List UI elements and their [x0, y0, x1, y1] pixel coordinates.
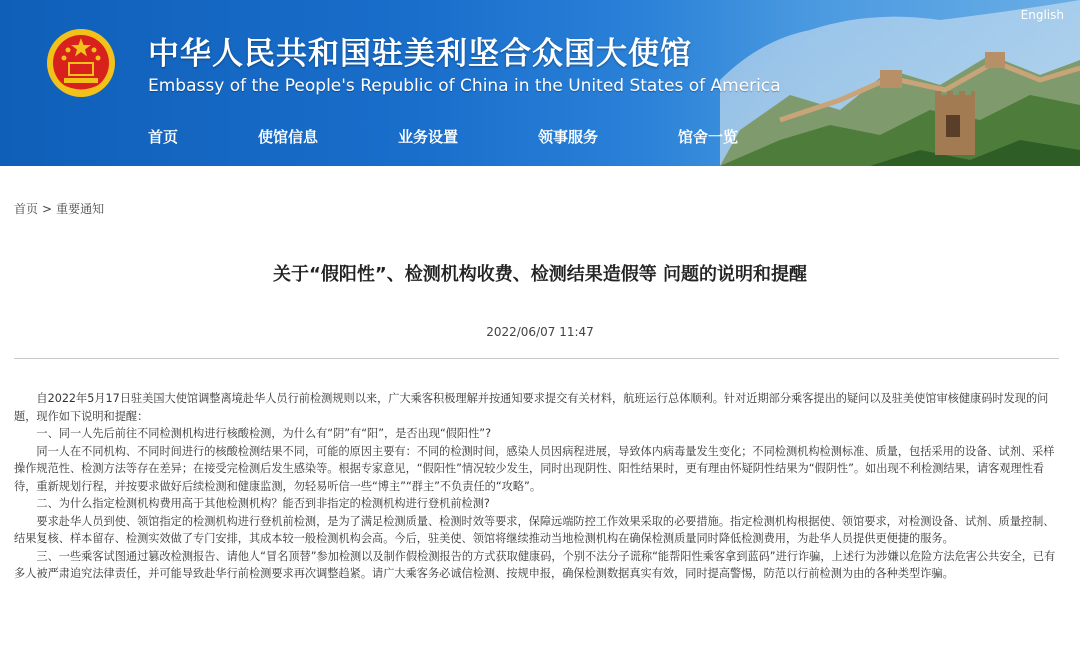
- breadcrumb-separator: >: [42, 202, 53, 216]
- article-body: [14, 390, 1064, 650]
- article-answer-2: 要求赴华人员到使、领馆指定的检测机构进行登机前检测，是为了满足检测质量、检测时效等要求，保障远端防控工作效果采取的必要措施。指定检测机构根据使、领馆要求，对检测设备、试剂、质量控制、结果复核、样本留存、检测实效做了专门安排，其成本较一般检测机构会高。今后，驻美使、领馆将继续推动当地检测机构在确保检测质量同时降低检测费用，为赴华人员提供更便捷的服务。: [14, 514, 1055, 545]
- article-title: 关于“假阳性”、检测机构收费、检测结果造假等 问题的说明和提醒: [273, 264, 807, 285]
- article-point-3: 三、一些乘客试图通过篡改检测报告、请他人“冒名顶替”参加检测以及制作假检测报告的方式获取健康码，个别不法分子谎称“能帮阳性乘客拿到蓝码”进行诈骗，上述行为涉嫌以危险方法危害公共安全，已有多人被严肃追究法律责任，并可能导致赴华行前检测要求再次调整趋紧。请广大乘客务必诚信检测、按规申报，确保检测数据真实有效，同时提高警惕，防范以行前检测为由的各种类型诈骗。: [14, 549, 1056, 580]
- national-emblem-icon: [44, 26, 118, 100]
- header-banner: [0, 0, 1080, 166]
- breadcrumb-home-link[interactable]: 首页: [14, 202, 39, 216]
- main-nav: [0, 126, 760, 152]
- site-title-chinese: 中华人民共和国驻美利坚合众国大使馆: [148, 36, 692, 72]
- article-question-1: 一、同一人先后前往不同检测机构进行核酸检测，为什么有“阴”有“阳”，是否出现“假阳性”?: [36, 427, 492, 440]
- breadcrumb: [14, 200, 104, 217]
- nav-item-premises[interactable]: 馆舍一览: [678, 128, 739, 146]
- article-answer-1: 同一人在不同机构、不同时间进行的核酸检测结果不同，可能的原因主要有：不同的检测时间，感染人员因病程进展，导致体内病毒量发生变化；不同检测机构检测标准、质量，包括采用的设备、试剂、采样操作规范性、检测方法等存在差异；在接受完检测后发生感染等。根据专家意见，“假阳性”情况较少发生，同时出现阴性、阳性结果时，更有理由怀疑阴性结果为“假阴性”。如出现不利检测结果，请客观理性看待，重新规划行程，并按要求做好后续检测和健康监测，勿轻易听信一些“博主”“群主”不负责任的“攻略”。: [14, 444, 1055, 493]
- breadcrumb-current-link[interactable]: 重要通知: [56, 202, 105, 216]
- english-language-link[interactable]: English: [1020, 8, 1064, 22]
- nav-item-consular-services[interactable]: 领事服务: [538, 128, 599, 146]
- article-question-2: 二、为什么指定检测机构费用高于其他检测机构？能否到非指定的检测机构进行登机前检测?: [36, 497, 490, 510]
- article-date: 2022/06/07 11:47: [486, 325, 594, 339]
- nav-item-embassy-info[interactable]: 使馆信息: [258, 128, 319, 146]
- article-divider: [14, 358, 1059, 359]
- article-paragraph-intro: 自2022年5月17日驻美国大使馆调整离境赴华人员行前检测规则以来，广大乘客积极理解并按通知要求提交有关材料，航班运行总体顺利。针对近期部分乘客提出的疑问以及驻美使馆审核健康码时发现的问题，现作如下说明和提醒：: [14, 392, 1049, 423]
- nav-item-home[interactable]: 首页: [148, 128, 179, 146]
- nav-item-business[interactable]: 业务设置: [398, 128, 459, 146]
- site-title-english: Embassy of the People's Republic of China in the United States of America: [148, 76, 781, 96]
